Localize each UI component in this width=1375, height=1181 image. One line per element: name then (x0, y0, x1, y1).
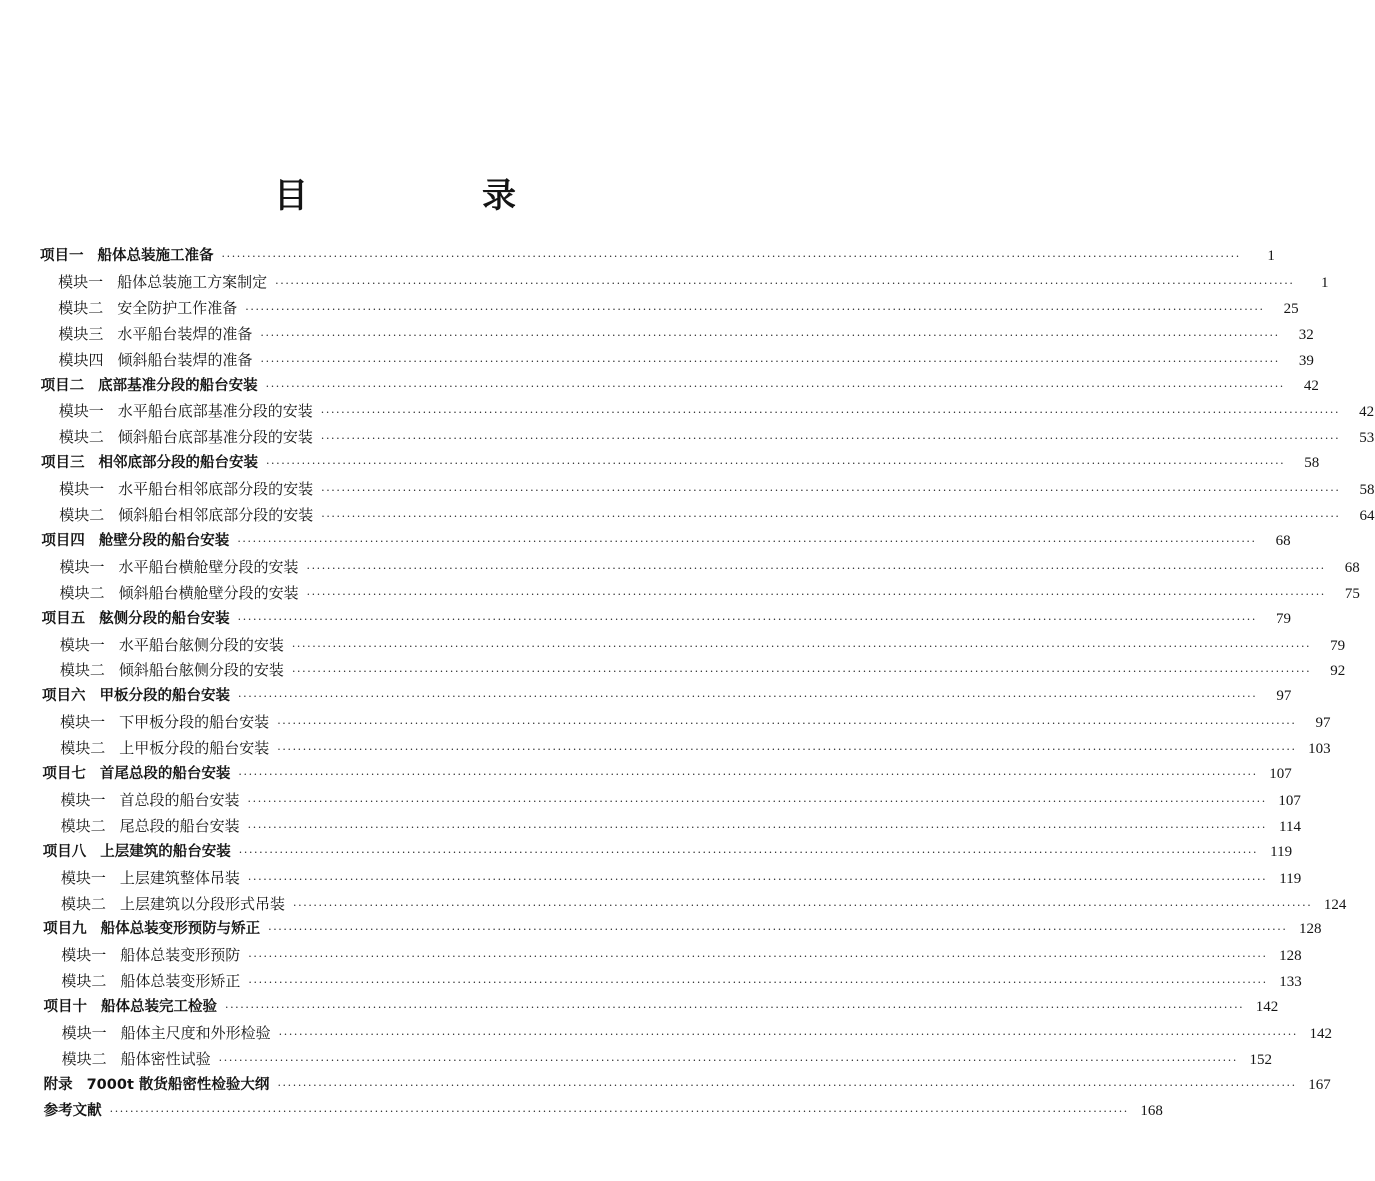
toc-entry-label (61, 969, 240, 993)
toc-entry-label (41, 451, 258, 475)
toc-entry-number: 模块一 (59, 557, 105, 576)
toc-page-number: 1 (1320, 274, 1329, 291)
toc-entry-number: 模块一 (58, 402, 104, 421)
toc-entry-label (61, 814, 240, 838)
toc-page-number: 42 (1359, 404, 1375, 421)
toc-entry-label (62, 1021, 271, 1045)
toc-page-number: 79 (1276, 610, 1291, 627)
toc-leader-dots: ········································································································································································································ (238, 690, 1258, 704)
toc-project-entry[interactable] (41, 607, 1291, 631)
toc-entry-title: 船体总装施工准备 (97, 248, 214, 264)
toc-entry-title: 下甲板分段的船台安装 (119, 713, 270, 732)
toc-entry-title: 7000t 散货船密性检验大纲 (86, 1076, 270, 1093)
toc-entry-number: 模块四 (58, 350, 104, 369)
toc-module-entry[interactable] (58, 270, 1329, 294)
toc-project-entry[interactable] (42, 684, 1292, 708)
toc-entry-label (43, 840, 231, 864)
toc-leader-dots: ········································································································································································································ (321, 510, 1341, 523)
toc-entry-number: 模块二 (58, 428, 104, 447)
toc-page-number: 68 (1275, 532, 1291, 549)
toc-entry-label (62, 1047, 211, 1071)
toc-entry-label (59, 555, 298, 579)
toc-leader-dots: ········································································································································································································ (320, 406, 1341, 420)
toc-entry-label (43, 917, 260, 941)
toc-entry-number: 模块二 (60, 739, 106, 758)
toc-entry-title: 甲板分段的船台安装 (99, 688, 231, 705)
toc-entry-title: 倾斜船台舷侧分段的安装 (118, 661, 284, 680)
toc-page-number: 97 (1276, 688, 1292, 705)
toc-entry-title: 上甲板分段的船台安装 (119, 739, 270, 758)
toc-page-number: 124 (1323, 896, 1347, 913)
toc-leader-dots: ········································································································································································································ (293, 898, 1313, 912)
toc-leader-dots: ········································································································································································································ (248, 976, 1268, 990)
toc-entry-number: 附录 (43, 1076, 73, 1093)
toc-leader-dots: ········································································································································································································ (291, 665, 1312, 679)
toc-module-entry[interactable] (61, 943, 1302, 967)
toc-entry-label (61, 866, 240, 890)
toc-entry-number: 模块一 (59, 480, 105, 499)
toc-entry-number: 项目五 (41, 610, 86, 627)
toc-page-number: 25 (1283, 300, 1299, 317)
toc-entry-label (61, 788, 240, 812)
toc-page-number: 152 (1249, 1051, 1272, 1068)
toc-entry-title: 上层建筑以分段形式吊装 (120, 894, 286, 913)
toc-leader-dots: ········································································································································································································ (265, 379, 1285, 393)
toc-entry-title: 水平船台装焊的准备 (117, 324, 253, 343)
toc-page-number: 79 (1330, 637, 1346, 654)
toc-entry-label (61, 943, 240, 967)
toc-entry-title: 舷侧分段的船台安装 (99, 610, 230, 627)
toc-entry-number: 模块一 (61, 1024, 107, 1042)
toc-project-entry[interactable] (43, 1099, 1163, 1123)
toc-module-entry[interactable] (59, 555, 1360, 579)
toc-module-entry[interactable] (59, 503, 1375, 527)
toc-entry-label (42, 684, 230, 708)
toc-entry-title: 船体主尺度和外形检验 (120, 1024, 271, 1042)
toc-entry-title: 船体总装变形矫正 (120, 972, 241, 991)
toc-entry-number: 项目七 (42, 766, 86, 782)
toc-project-entry[interactable] (42, 840, 1293, 864)
toc-entry-label (59, 477, 313, 501)
toc-page-number: 97 (1315, 715, 1331, 732)
toc-entry-number: 模块二 (61, 972, 107, 991)
toc-entry-title: 尾总段的船台安装 (119, 816, 240, 835)
toc-entry-number: 模块二 (59, 506, 105, 524)
toc-entry-label (58, 348, 252, 372)
toc-entry-label (59, 425, 313, 449)
toc-entry-label (60, 658, 284, 682)
toc-entry-label (61, 892, 285, 916)
toc-project-entry[interactable] (40, 451, 1320, 475)
toc-entry-title: 水平船台舷侧分段的安装 (118, 635, 284, 654)
toc-page-number: 75 (1344, 585, 1360, 602)
toc-entry-title: 船体总装变形预防与矫正 (100, 921, 261, 938)
toc-entry-label (43, 995, 217, 1019)
toc-project-entry[interactable] (43, 1073, 1331, 1097)
toc-module-entry[interactable] (60, 788, 1301, 812)
toc-leader-dots: ········································································································································································································ (237, 612, 1257, 626)
toc-entry-number: 模块一 (60, 713, 106, 732)
toc-leader-dots: ········································································································································································································ (238, 845, 1259, 859)
toc-entry-label (58, 322, 252, 346)
toc-module-entry[interactable] (58, 322, 1314, 346)
toc-entry-label (42, 762, 230, 786)
toc-page-number: 1 (1267, 248, 1275, 264)
toc-entry-title: 水平船台相邻底部分段的安装 (118, 480, 314, 499)
toc-entry-label (44, 1073, 270, 1097)
toc-module-entry[interactable] (59, 581, 1360, 605)
toc-entry-title: 舱壁分段的船台安装 (98, 532, 230, 549)
toc-entry-title: 倾斜船台装焊的准备 (117, 350, 253, 369)
toc-entry-label (60, 736, 269, 760)
toc-leader-dots: ········································································································································································································ (265, 457, 1286, 471)
toc-entry-label (60, 581, 299, 605)
toc-entry-title: 倾斜船台横舱壁分段的安装 (118, 583, 299, 602)
toc-entry-label (42, 607, 230, 631)
toc-leader-dots: ········································································································································································································ (291, 639, 1312, 653)
toc-entry-number: 项目九 (43, 921, 87, 938)
toc-page-number: 142 (1255, 999, 1279, 1016)
toc-module-entry[interactable] (61, 1021, 1332, 1045)
toc-leader-dots: ········································································································································································································ (260, 328, 1280, 342)
toc-project-entry[interactable] (43, 995, 1279, 1019)
toc-entry-label (58, 296, 237, 320)
toc-module-entry[interactable] (58, 348, 1314, 372)
toc-entry-label (60, 710, 269, 734)
toc-leader-dots: ········································································································································································································ (277, 1078, 1297, 1092)
toc-entry-title: 水平船台底部基准分段的安装 (117, 402, 313, 421)
toc-entry-number: 项目三 (40, 455, 85, 472)
toc-entry-number: 项目八 (42, 843, 87, 860)
toc-entry-label (44, 1099, 102, 1123)
toc-entry-number: 模块二 (61, 1049, 107, 1068)
toc-page-number: 133 (1279, 974, 1302, 991)
toc-entry-title: 安全防护工作准备 (117, 298, 238, 317)
toc-module-entry[interactable] (59, 477, 1375, 501)
toc-page-number: 64 (1359, 508, 1375, 524)
toc-leader-dots: ········································································································································································································ (260, 354, 1280, 368)
toc-entry-title: 相邻底部分段的船台安装 (98, 455, 258, 472)
toc-entry-number: 项目四 (41, 532, 85, 549)
toc-page-number: 107 (1278, 792, 1301, 809)
toc-module-entry[interactable] (58, 425, 1375, 449)
toc-entry-label (41, 374, 258, 398)
toc-entry-number: 模块二 (60, 816, 106, 835)
toc-project-entry[interactable] (40, 374, 1319, 398)
toc-leader-dots: ········································································································································································································ (275, 276, 1295, 290)
toc-module-entry[interactable] (59, 633, 1346, 657)
toc-leader-dots: ········································································································································································································ (224, 1001, 1245, 1015)
toc-page-number: 168 (1140, 1102, 1163, 1119)
toc-page-number: 58 (1359, 482, 1375, 499)
toc-page-number: 167 (1308, 1076, 1331, 1093)
toc-leader-dots: ········································································································································································································ (218, 1053, 1238, 1067)
toc-entry-title: 上层建筑的船台安装 (100, 843, 231, 860)
toc-module-entry[interactable] (58, 296, 1299, 320)
toc-project-entry[interactable] (40, 244, 1275, 268)
toc-page-number: 68 (1344, 559, 1360, 576)
toc-leader-dots: ········································································································································································································ (109, 1104, 1129, 1118)
toc-page-number: 119 (1270, 843, 1293, 860)
toc-entry-title: 上层建筑整体吊装 (119, 868, 240, 887)
toc-page-number: 142 (1309, 1026, 1332, 1042)
toc-entry-number: 模块一 (59, 635, 105, 654)
toc-leader-dots: ········································································································································································································ (247, 872, 1268, 886)
toc-entry-number: 项目六 (42, 688, 86, 705)
toc-entry-title: 船体密性试验 (120, 1049, 211, 1068)
toc-page-number: 92 (1330, 663, 1346, 680)
toc-entry-label (58, 270, 267, 294)
toc-module-entry[interactable] (60, 814, 1301, 838)
toc-leader-dots: ········································································································································································································ (278, 1028, 1298, 1041)
toc-leader-dots: ········································································································································································································ (306, 561, 1326, 575)
toc-page-number: 114 (1279, 818, 1301, 835)
toc-entry-title: 首尾总段的船台安装 (99, 766, 231, 782)
toc-leader-dots: ········································································································································································································ (268, 923, 1288, 937)
toc-entry-number: 模块二 (59, 583, 105, 602)
toc-page-number: 103 (1308, 741, 1331, 758)
toc-leader-dots: ········································································································································································································ (245, 302, 1265, 316)
toc-page-number: 53 (1359, 430, 1375, 447)
toc-entry-label (41, 529, 229, 553)
page-title: 目 录 (274, 176, 586, 216)
toc-entry-number: 模块二 (59, 661, 105, 680)
toc-module-entry[interactable] (60, 736, 1331, 760)
toc-project-entry[interactable] (43, 917, 1322, 941)
toc-module-entry[interactable] (61, 892, 1347, 916)
toc-module-entry[interactable] (60, 866, 1302, 890)
toc-entry-title: 首总段的船台安装 (119, 790, 240, 809)
toc-leader-dots: ········································································································································································································ (247, 794, 1267, 808)
toc-module-entry[interactable] (58, 399, 1375, 423)
toc-leader-dots: ········································································································································································································ (321, 484, 1341, 498)
toc-entry-number: 模块一 (60, 790, 106, 809)
toc-module-entry[interactable] (59, 658, 1346, 682)
toc-leader-dots: ········································································································································································································ (238, 768, 1258, 781)
toc-entry-title: 水平船台横舱壁分段的安装 (118, 557, 299, 576)
toc-page-number: 32 (1298, 326, 1314, 343)
toc-entry-number: 项目一 (40, 248, 84, 264)
toc-leader-dots: ········································································································································································································ (248, 950, 1268, 964)
toc-page-number: 39 (1298, 352, 1314, 369)
toc-module-entry[interactable] (61, 969, 1302, 993)
toc-entry-number: 模块三 (58, 324, 104, 343)
toc-entry-title: 船体总装施工方案制定 (117, 272, 268, 291)
toc-entry-label (59, 399, 313, 423)
toc-leader-dots: ········································································································································································································ (320, 432, 1341, 446)
toc-module-entry[interactable] (60, 710, 1331, 734)
toc-leader-dots: ········································································································································································································ (221, 250, 1241, 263)
toc-entry-label (40, 244, 214, 268)
toc-entry-title: 底部基准分段的船台安装 (98, 377, 258, 394)
toc-project-entry[interactable] (41, 529, 1291, 553)
toc-leader-dots: ········································································································································································································ (306, 587, 1326, 601)
toc-leader-dots: ········································································································································································································ (277, 717, 1297, 731)
toc-entry-title: 船体总装变形预防 (120, 946, 241, 965)
toc-leader-dots: ········································································································································································································ (247, 820, 1267, 834)
toc-leader-dots: ········································································································································································································ (237, 534, 1257, 548)
toc-entry-title: 倾斜船台底部基准分段的安装 (117, 428, 313, 447)
toc-page-number: 42 (1303, 377, 1319, 394)
toc-page-number: 128 (1279, 948, 1302, 965)
toc-entry-title: 参考文献 (43, 1102, 102, 1119)
toc-leader-dots: ········································································································································································································ (277, 743, 1297, 757)
toc-entry-number: 模块一 (58, 272, 104, 291)
toc-entry-number: 项目二 (40, 377, 85, 394)
toc-entry-label (60, 633, 284, 657)
toc-page-number: 58 (1304, 455, 1320, 472)
toc-entry-title: 倾斜船台相邻底部分段的安装 (118, 506, 314, 524)
toc-page-number: 107 (1269, 766, 1292, 782)
toc-entry-number: 模块二 (58, 298, 104, 317)
toc-entry-number: 模块二 (61, 894, 107, 913)
toc-project-entry[interactable] (42, 762, 1292, 786)
toc-entry-number: 项目十 (43, 999, 87, 1016)
toc-page-number: 128 (1298, 921, 1322, 938)
toc-entry-number: 模块一 (61, 946, 107, 965)
toc-entry-title: 船体总装完工检验 (100, 999, 217, 1016)
toc-module-entry[interactable] (61, 1047, 1272, 1071)
toc-entry-number: 模块一 (60, 868, 106, 887)
toc-entry-label (59, 503, 313, 527)
toc-page-number: 119 (1279, 870, 1302, 887)
